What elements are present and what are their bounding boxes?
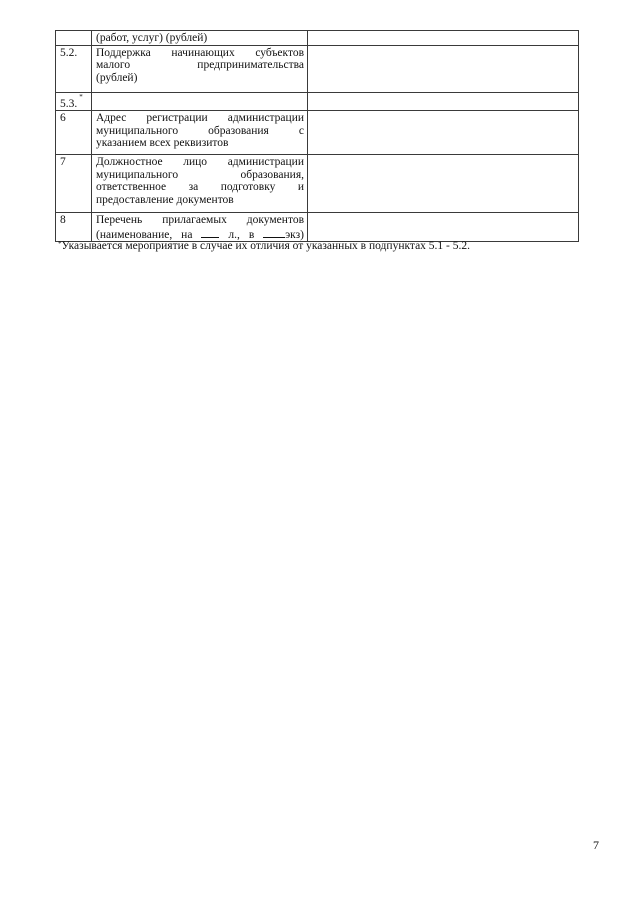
row-value-cell — [308, 155, 579, 213]
row-label-line: муниципального образования, — [96, 168, 304, 181]
row-number-cell — [56, 45, 92, 92]
row-label-cell — [92, 111, 308, 155]
row-number-cell — [56, 213, 92, 242]
list-text-part: экз) — [285, 228, 304, 241]
list-text-part: (наименование, на — [96, 228, 202, 241]
row-number-cell — [56, 155, 92, 213]
row-label-line: (работ, услуг) (рублей) — [96, 32, 208, 44]
row-label-cell — [92, 213, 308, 242]
row-label-cell — [92, 92, 308, 110]
row-number: 8 — [60, 214, 66, 227]
row-number-cell — [56, 111, 92, 155]
blank-field — [263, 227, 285, 238]
row-label-cell — [92, 155, 308, 213]
row-label-line: предоставление документов — [96, 193, 234, 206]
row-number: 5.2. — [60, 46, 78, 59]
table-row — [56, 155, 579, 213]
row-number-cell — [56, 31, 92, 46]
footnote-text: Указывается мероприятие в случае их отличия от указанных в подпунктах 5.1 - 5.2. — [61, 240, 471, 252]
row-number: 6 — [60, 112, 66, 125]
row-value-cell — [308, 31, 579, 46]
blank-field — [201, 227, 219, 238]
document-table — [55, 30, 579, 242]
row-label-cell — [92, 45, 308, 92]
list-text-part: л., в — [219, 228, 264, 241]
row-number: 7 — [60, 156, 66, 169]
footnote-ref-mark: * — [79, 92, 83, 101]
row-label-cell — [92, 31, 308, 46]
row-number-cell — [56, 92, 92, 110]
row-label-line: (рублей) — [96, 71, 138, 84]
row-label-line: Адрес регистрации администрации — [96, 112, 304, 125]
row-value-cell — [308, 45, 579, 92]
table-row — [56, 111, 579, 155]
footnote-mark: * — [58, 240, 62, 248]
row-label-line: малого предпринимательства — [96, 59, 304, 72]
row-value-cell — [308, 111, 579, 155]
row-number: 5.3. — [60, 97, 78, 110]
table-row — [56, 213, 579, 242]
row-label-line: ответственное за подготовку и — [96, 181, 304, 194]
row-value-cell — [308, 213, 579, 242]
row-label-line: муниципального образования с — [96, 124, 304, 137]
row-label-line: Должностное лицо администрации — [96, 156, 304, 169]
table-row — [56, 92, 579, 110]
row-value-cell — [308, 92, 579, 110]
row-label-line — [96, 227, 304, 242]
table-row — [56, 31, 579, 46]
row-label-line: Поддержка начинающих субъектов — [96, 46, 304, 59]
footnote — [58, 240, 618, 253]
row-label-line: Перечень прилагаемых документов — [96, 214, 304, 227]
table-row — [56, 45, 579, 92]
page-number: 7 — [593, 838, 599, 852]
row-label-line: указанием всех реквизитов — [96, 137, 229, 150]
